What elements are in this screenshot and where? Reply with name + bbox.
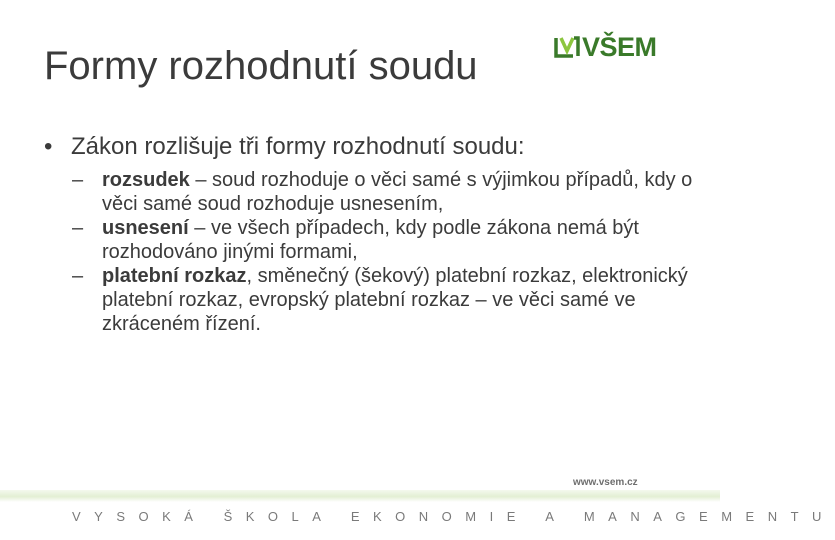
logo-mark-icon [553,34,581,60]
sub-list [44,168,694,336]
sub-item-usneseni [44,216,694,264]
footer-url: www.vsem.cz [573,477,638,488]
sub-item-rozsudek [44,168,694,216]
term-description: – soud rozhoduje o věci samé s výjimkou případů, kdy o věci samé soud rozhoduje usnesením, [102,169,693,215]
vsem-logo [553,32,657,62]
slide-content [44,130,694,336]
dash-marker: – [72,265,84,287]
term-bold: rozsudek [102,169,190,191]
term-description: – ve všech případech, kdy podle zákona nemá být rozhodováno jinými formami, [102,217,639,263]
footer-school-name: VYSOKÁ ŠKOLA EKONOMIE A MANAGEMENTU [72,509,835,524]
sub-item-platebni-rozkaz [44,264,694,336]
term-bold: platební rozkaz [102,265,247,287]
dash-marker: – [72,169,84,191]
slide-title: Formy rozhodnutí soudu [44,44,478,88]
term-bold: usnesení [102,217,189,239]
main-bullet-text: Zákon rozlišuje tři formy rozhodnutí soudu: [71,133,525,160]
main-bullet [44,130,694,164]
footer-band [0,490,720,502]
term-description: , směnečný (šekový) platební rozkaz, elektronický platební rozkaz, evropský platební rozkaz – ve věci samé ve zkráceném řízení. [102,265,688,335]
logo-text: VŠEM [582,32,657,62]
dash-marker: – [72,217,84,239]
bullet-marker: • [44,133,53,160]
